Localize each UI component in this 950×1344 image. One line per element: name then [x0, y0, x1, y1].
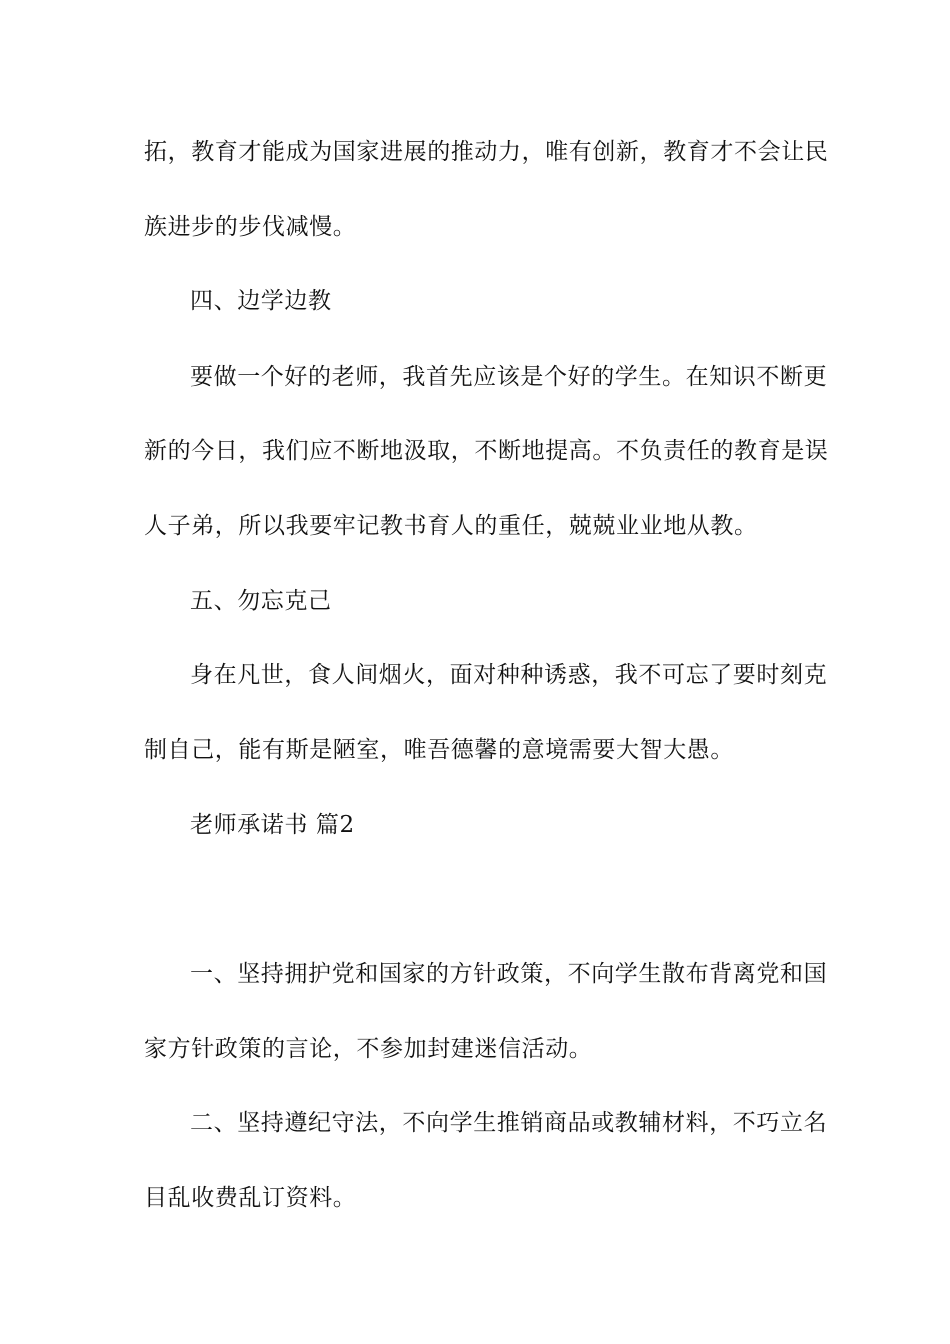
paragraph-line: 一、坚持拥护党和国家的方针政策，不向学生散布背离党和国	[190, 961, 828, 987]
paragraph-line: 人子弟，所以我要牢记教书育人的重任，兢兢业业地从教。	[144, 513, 758, 539]
paragraph-line: 族进步的步伐减慢。	[144, 214, 357, 240]
paragraph-line: 二、坚持遵纪守法，不向学生推销商品或教辅材料，不巧立名	[190, 1110, 828, 1136]
paragraph-line: 身在凡世，食人间烟火，面对种种诱惑，我不可忘了要时刻克	[190, 662, 828, 688]
section-heading: 四、边学边教	[190, 288, 332, 314]
paragraph-line: 要做一个好的老师，我首先应该是个好的学生。在知识不断更	[190, 364, 828, 390]
paragraph-line: 家方针政策的言论，不参加封建迷信活动。	[144, 1036, 593, 1062]
article-title: 老师承诺书 篇2	[190, 812, 355, 838]
section-heading: 五、勿忘克己	[190, 588, 332, 614]
paragraph-line: 拓，教育才能成为国家进展的推动力，唯有创新，教育才不会让民	[144, 139, 829, 165]
paragraph-line: 目乱收费乱订资料。	[144, 1185, 357, 1211]
paragraph-line: 新的今日，我们应不断地汲取，不断地提高。不负责任的教育是误	[144, 438, 829, 464]
paragraph-line: 制自己，能有斯是陋室，唯吾德馨的意境需要大智大愚。	[144, 737, 734, 763]
